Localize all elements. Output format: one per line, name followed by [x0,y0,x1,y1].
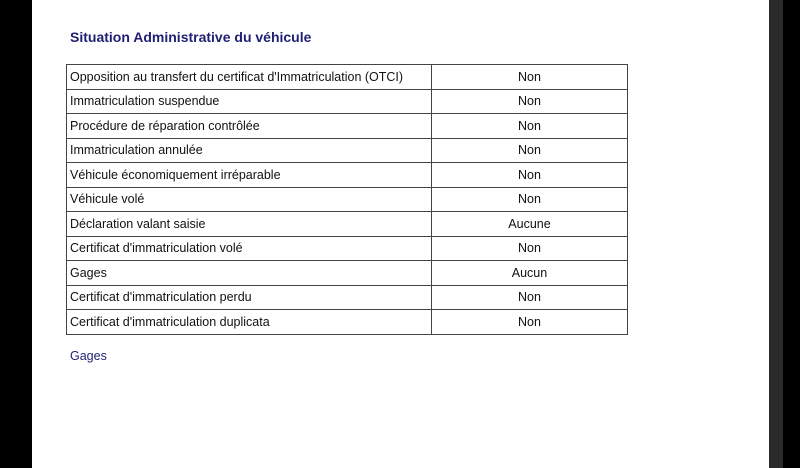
row-label-vehicule-vole: Véhicule volé [67,187,432,212]
table-row [67,163,628,188]
row-value-declaration-saisie: Aucune [432,212,628,237]
table-row [67,261,628,286]
row-value-procedure-reparation: Non [432,114,628,139]
row-label-certificat-perdu: Certificat d'immatriculation perdu [67,285,432,310]
row-label-immatriculation-annulee: Immatriculation annulée [67,138,432,163]
row-value-gages: Aucun [432,261,628,286]
row-label-vehicule-irreparable: Véhicule économiquement irréparable [67,163,432,188]
document-page [32,0,769,468]
row-value-vehicule-irreparable: Non [432,163,628,188]
table-row [67,310,628,335]
row-label-declaration-saisie: Déclaration valant saisie [67,212,432,237]
row-value-immatriculation-suspendue: Non [432,89,628,114]
row-value-certificat-perdu: Non [432,285,628,310]
table-row [67,65,628,90]
table-row [67,285,628,310]
table-row [67,236,628,261]
table-row [67,89,628,114]
administrative-status-table [66,64,628,335]
table-row [67,114,628,139]
section-title: Situation Administrative du véhicule [70,29,312,45]
gages-section-heading[interactable]: Gages [70,349,107,363]
row-label-immatriculation-suspendue: Immatriculation suspendue [67,89,432,114]
row-label-certificat-duplicata: Certificat d'immatriculation duplicata [67,310,432,335]
row-label-procedure-reparation: Procédure de réparation contrôlée [67,114,432,139]
table-row [67,187,628,212]
row-value-certificat-vole: Non [432,236,628,261]
row-value-certificat-duplicata: Non [432,310,628,335]
row-value-vehicule-vole: Non [432,187,628,212]
table-row [67,212,628,237]
screen-left-border [0,0,32,468]
row-value-immatriculation-annulee: Non [432,138,628,163]
table-row [67,138,628,163]
screen-right-border [783,0,800,468]
row-value-otci: Non [432,65,628,90]
row-label-certificat-vole: Certificat d'immatriculation volé [67,236,432,261]
screen-right-shadow [769,0,783,468]
row-label-gages: Gages [67,261,432,286]
row-label-otci: Opposition au transfert du certificat d'Immatriculation (OTCI) [67,65,432,90]
